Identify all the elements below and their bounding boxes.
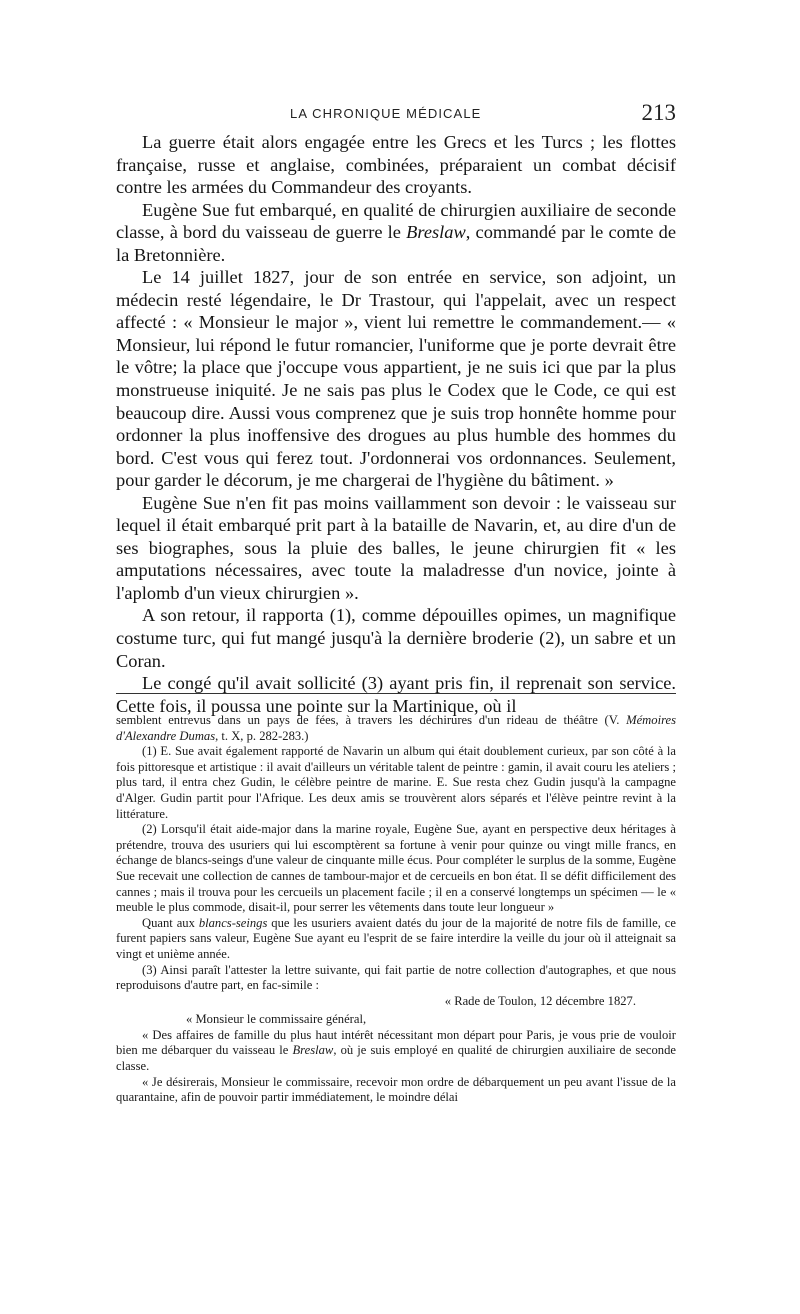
text-run: semblent entrevus dans un pays de fées, à travers les déchirures d'un rideau de théâtre (V. [116,713,627,727]
paragraph: La guerre était alors engagée entre les Grecs et les Turcs ; les flottes française, russe et anglaise, combinées, préparaient un combat décisif contre les armées du Commandeur des croyants. [116,132,676,198]
page-header [116,100,676,126]
text-run: Eugène Sue fut embarqué, en qualité de chirurgien auxiliaire de seconde classe, à bord du vaisseau de guerre le [116,199,676,243]
text-run: Quant aux [142,915,199,930]
letter-paragraph [116,1028,676,1075]
ship-name: Breslaw [292,1043,334,1058]
paragraph: Le congé qu'il avait sollicité (3) ayant pris fin, il reprenait son service. Cette fois, il poussa une pointe sur la Martinique, où il [116,673,676,716]
footnote-continuation [116,713,676,744]
ship-name: Breslaw [406,222,466,243]
footnote-2-continued [116,916,676,963]
text-run: « Des affaires de famille du plus haut intérêt nécessitant mon départ pour Paris, je vous prie de vouloir bien me débarquer du vaisseau le [116,1027,676,1058]
footnote-2: (2) Lorsqu'il était aide-major dans la marine royale, Eugène Sue, ayant en perspective deux héritages à prétendre, trouva des usuriers qui lui escomptèrent sa fortune à venir pour quinze ou vingt mille francs, en échange de blancs-seings d'une valeur de cinquante mille écus. Pour compléter le surplus de la somme, Eugène Sue recevait une collection de cannes de tambour-major et de cercueils en bon état. Il se défit difficilement des cannes ; mais il trouva pour les cercueils un placement facile ; il en a conservé longtemps un spécimen — le « meuble le plus commode, disait-il, pour serrer les vêtements dans toute leur longueur » [116,822,676,915]
paragraph [116,199,676,267]
running-title: LA CHRONIQUE MÉDICALE [290,106,482,121]
text-run: , t. X, p. 282-283.) [215,728,309,743]
letter-paragraph: « Je désirerais, Monsieur le commissaire, recevoir mon ordre de débarquement un peu avant l'issue de la quarantaine, afin de pouvoir partir immédiatement, le moindre délai [116,1074,676,1105]
paragraph: Le 14 juillet 1827, jour de son entrée en service, son adjoint, un médecin resté légendaire, le Dr Trastour, qui l'appelait, avec un respect affecté : « Monsieur le major », vient lui remettre le commandement.— « Monsieur, lui répond le futur romancier, l'uniforme que je porte devrait être le vôtre; la place que j'occupe vous appartient, je ne suis ici que par la plus monstrueuse iniquité. Je ne sais pas plus le Codex que le Code, ce qui est beaucoup dire. Aussi vous comprenez que je suis trop honnête homme pour ordonner la plus inoffensive des drogues au plus humble des hommes du bord. C'est vous qui ferez tout. J'ordonnerai vos ordonnances. Seulement, pour garder le décorum, je me chargerai de l'hygiène du bâtiment. » [116,267,676,491]
paragraph: Eugène Sue n'en fit pas moins vaillamment son devoir : le vaisseau sur lequel il était embarqué prit part à la bataille de Navarin, et, au dire d'un de ses biographes, sous la pluie des balles, le jeune chirurgien fit « les amputations nécessaires, avec toute la maladresse d'un novice, jointe à l'aplomb d'un vieux chirurgien ». [116,492,676,603]
letter-date: « Rade de Toulon, 12 décembre 1827. [444,993,636,1008]
paragraph: A son retour, il rapporta (1), comme dépouilles opimes, un magnifique costume turc, qui fut mangé jusqu'à la dernière broderie (2), un sabre et un Coran. [116,605,676,671]
footnote-3: (3) Ainsi paraît l'attester la lettre suivante, qui fait partie de notre collection d'autographes, et que nous reproduisons d'autre part, en fac-simile : [116,962,676,993]
footnote-separator [116,693,676,694]
letter-salutation: « Monsieur le commissaire général, [186,1012,367,1027]
text-run: que les usuriers avaient datés du jour de la majorité de notre fils de famille, ce furent papiers sans valeur, Eugène Sue ayant eu l'esprit de se faire interdire la veille du jour où il atteignait sa vingt et unième année. [116,915,676,961]
book-title: Mémoires d'Alexandre Dumas [116,713,676,743]
text-run: , où je suis employé en qualité de chirurgien auxiliaire de seconde classe. [116,1043,676,1074]
italic-term: blancs-seings [198,915,268,930]
main-text [116,131,676,717]
page-number: 213 [641,100,676,125]
footnotes [116,713,676,1106]
footnote-1: (1) E. Sue avait également rapporté de Navarin un album qui était doublement curieux, par son côté à la fois pittoresque et artistique : il avait d'ailleurs un véritable talent de peintre : gamin, il avait couru les ateliers ; plus tard, il entra chez Gudin, le célèbre peintre de marine. E. Sue resta chez Gudin jusqu'à la campagne d'Alger. Gudin partit pour l'Afrique. Les deux amis se trouvèrent alors séparés et l'élève peintre revint à la littérature. [116,744,676,821]
text-run: , commandé par le comte de la Bretonnière. [116,222,676,265]
